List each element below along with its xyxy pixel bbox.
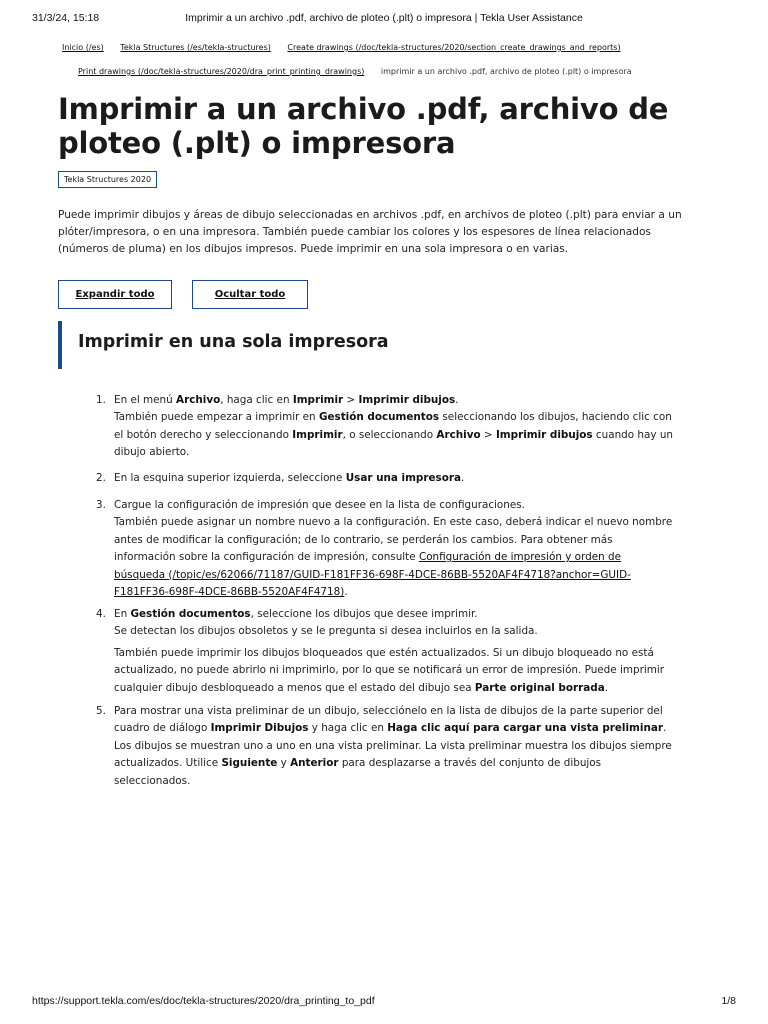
print-page-title: Imprimir a un archivo .pdf, archivo de ploteo (.plt) o impresora | Tekla User Assistance [185, 12, 583, 24]
breadcrumb-link-inicio[interactable]: Inicio (/es) [62, 43, 104, 52]
config-link[interactable]: Configuración de impresión y orden de búsqueda (/topic/es/62066/71187/GUID-F181FF36-698F-4DCE-86BB-5520AF4F4718?anchor=GUID-F181FF36-698F-4DCE-86BB-5520AF4F4718) [114, 551, 631, 599]
version-tag: Tekla Structures 2020 [58, 171, 157, 188]
intro-paragraph: Puede imprimir dibujos y áreas de dibujo seleccionadas en archivos .pdf, en archivos de ploteo (.plt) para enviar a un plóter/impresora, o en una impresora. También puede cambiar los colores y los espesores de línea relacionados (números de pluma) en los dibujos impresos. Puede imprimir en una sola impresora o en varias. [58, 209, 682, 255]
breadcrumb-link-tekla-structures[interactable]: Tekla Structures (/es/tekla-structures) [120, 43, 271, 52]
breadcrumb-link-create-drawings[interactable]: Create drawings (/doc/tekla-structures/2020/section_create_drawings_and_reports) [287, 43, 621, 52]
step-text: En la esquina superior izquierda, seleccione Usar una impresora. [114, 472, 465, 484]
collapse-all-button[interactable]: Ocultar todo [192, 280, 308, 309]
expand-all-button[interactable]: Expandir todo [58, 280, 172, 309]
breadcrumb-current: imprimir a un archivo .pdf, archivo de ploteo (.plt) o impresora [380, 67, 632, 76]
print-page-number: 1/8 [721, 995, 736, 1007]
step-note: Los dibujos se muestran uno a uno en una vista preliminar. La vista preliminar muestra los dibujos siempre actualizados. Utilice Siguiente y Anterior para desplazarse a través del conjunto de dibujos seleccionados. [114, 739, 672, 787]
step-note: También puede asignar un nombre nuevo a la configuración. En este caso, deberá indicar el nuevo nombre antes de modificar la configuración; de lo contrario, se perderán los cambios. Para obtener más información sobre la configuración de impresión, consulte Configuración de impresión y orden de búsqueda (/topic/es/62066/71187/GUID-F181FF36-698F-4DCE-86BB-5520AF4F4718?anchor=GUID-F181FF36-698F-4DCE-86BB-5520AF4F4718). [114, 516, 673, 599]
step-note: Se detectan los dibujos obsoletos y se le pregunta si desea incluirlos en la salida. [114, 625, 538, 638]
step-text: Cargue la configuración de impresión que desee en la lista de configuraciones. [114, 499, 525, 511]
step-note: También puede empezar a imprimir en Gestión documentos seleccionando los dibujos, haciendo clic con el botón derecho y seleccionando Imprimir, o seleccionando Archivo > Imprimir dibujos cuando hay un dibujo abierto. [114, 411, 673, 459]
step-text: En el menú Archivo, haga clic en Imprimir > Imprimir dibujos. [114, 394, 459, 406]
step-text: En Gestión documentos, seleccione los dibujos que desee imprimir. [114, 608, 478, 620]
step-number: 3. [96, 499, 106, 511]
step-note: También puede imprimir los dibujos bloqueados que estén actualizados. Si un dibujo bloqueado no está actualizado, no puede abrirlo ni imprimirlo, por lo que se notificará un error de impresión. Puede imprimir cualquier dibujo desbloqueado a menos que el estado del dibujo sea Parte original borrada. [114, 646, 665, 694]
step-number: 1. [96, 394, 106, 406]
step-number: 4. [96, 608, 106, 620]
print-datetime: 31/3/24, 15:18 [32, 12, 100, 24]
step-text: Para mostrar una vista preliminar de un dibujo, selecciónelo en la lista de dibujos de la parte superior del cuadro de diálogo Imprimir Dibujos y haga clic en Haga clic aquí para cargar una vista preliminar. [114, 705, 667, 735]
section-title: Imprimir en una sola impresora [78, 332, 389, 352]
print-url: https://support.tekla.com/es/doc/tekla-structures/2020/dra_printing_to_pdf [32, 995, 375, 1007]
step-number: 2. [96, 472, 106, 484]
page-title: Imprimir a un archivo .pdf, archivo de ploteo (.plt) o impresora [58, 92, 669, 160]
breadcrumb-link-print-drawings[interactable]: Print drawings (/doc/tekla-structures/2020/dra_print_printing_drawings) [78, 67, 365, 76]
section-header [58, 321, 722, 369]
step-number: 5. [96, 705, 106, 717]
